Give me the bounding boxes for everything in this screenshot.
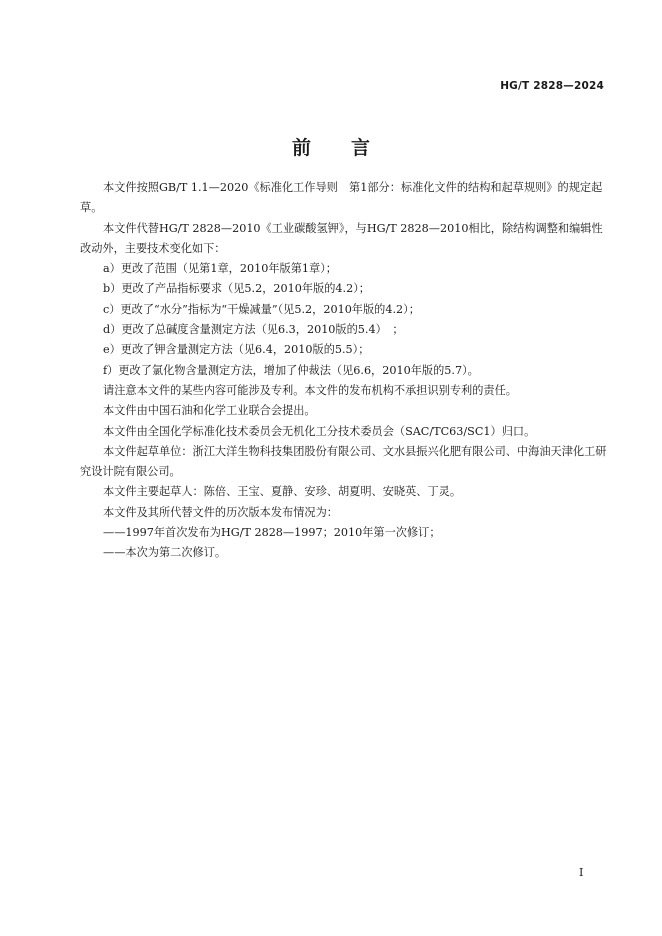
page-number: I <box>579 866 584 879</box>
paragraph-history-intro: 本文件及其所代替文件的历次版本发布情况为： <box>103 505 338 519</box>
title-char-2: 言 <box>351 137 371 159</box>
paragraph-drafting-rules: 本文件按照GB/T 1.1—2020《标准化工作导则 第1部分：标准化文件的结构和起草规则》的规定起草。 <box>80 181 603 215</box>
paragraph-replaces: 本文件代替HG/T 2828—2010《工业碳酸氢钾》，与HG/T 2828—2010相比，除结构调整和编辑性改动外，主要技术变化如下： <box>80 221 603 255</box>
change-item-d: d）更改了总碱度含量测定方法（见6.3，2010版的5.4） ； <box>103 323 404 337</box>
page-title <box>0 133 662 160</box>
history-item-1: ——1997年首次发布为HG/T 2828—1997；2010年第一次修订； <box>103 526 441 540</box>
paragraph-under-jurisdiction: 本文件由全国化学标准化技术委员会无机化工分技术委员会（SAC/TC63/SC1）归口。 <box>103 424 536 438</box>
paragraph-patent-notice: 请注意本文件的某些内容可能涉及专利。本文件的发布机构不承担识别专利的责任。 <box>103 383 517 397</box>
history-item-2: ——本次为第二次修订。 <box>103 546 227 560</box>
foreword-body <box>80 178 608 564</box>
paragraph-drafting-organizations: 本文件起草单位：浙江大洋生物科技集团股份有限公司、文水县振兴化肥有限公司、中海油天津化工研究设计院有限公司。 <box>80 444 607 479</box>
change-item-b: b）更改了产品指标要求（见5.2，2010年版的4.2）； <box>103 282 370 296</box>
title-char-1: 前 <box>291 137 311 159</box>
paragraph-drafters: 本文件主要起草人：陈倍、王宝、夏静、安珍、胡夏明、安晓英、丁灵。 <box>103 485 462 499</box>
paragraph-proposed-by: 本文件由中国石油和化学工业联合会提出。 <box>103 404 316 418</box>
document-code: HG/T 2828—2024 <box>500 80 604 92</box>
change-item-c: c）更改了“水分”指标为“干燥减量”（见5.2，2010年版的4.2）； <box>103 302 420 316</box>
change-item-a: a）更改了范围（见第1章，2010年版第1章）； <box>103 262 337 276</box>
change-item-f: f）更改了氯化物含量测定方法，增加了仲裁法（见6.6，2010年版的5.7）。 <box>103 363 479 377</box>
change-item-e: e）更改了钾含量测定方法（见6.4，2010版的5.5）； <box>103 343 370 357</box>
